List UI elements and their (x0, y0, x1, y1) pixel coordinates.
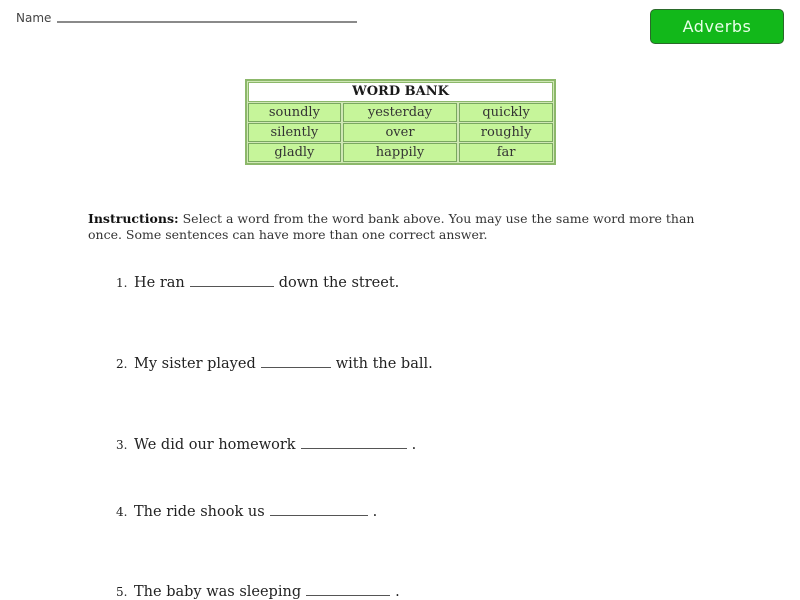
worksheet-title-badge: Adverbs (650, 9, 784, 44)
word-bank-cell: silently (248, 123, 341, 142)
name-label: Name (16, 11, 52, 25)
word-bank-cell: quickly (459, 103, 553, 122)
question-number: 1. (116, 276, 128, 290)
question-text-after: . (395, 584, 400, 600)
question-item (116, 275, 399, 291)
instructions-text: Select a word from the word bank above. You may use the same word more than once. Some sentences can have more than one correct answer. (88, 211, 695, 242)
word-bank-cell: gladly (248, 143, 341, 162)
question-item (116, 504, 377, 520)
instructions-label: Instructions: (88, 211, 179, 226)
question-number: 5. (116, 585, 128, 599)
question-item (116, 584, 400, 600)
word-bank-row (248, 123, 553, 142)
word-bank-title: WORD BANK (248, 82, 553, 102)
question-text-after: . (411, 437, 417, 453)
word-bank-cell: happily (343, 143, 457, 162)
word-bank-cell: far (459, 143, 553, 162)
word-bank-row (248, 103, 553, 122)
question-item (116, 437, 416, 453)
word-bank-cell: soundly (248, 103, 341, 122)
answer-blank[interactable] (261, 366, 331, 368)
question-text-before: My sister played (134, 356, 256, 372)
name-field-row (16, 11, 357, 25)
answer-blank[interactable] (306, 594, 390, 596)
question-number: 4. (116, 505, 128, 519)
question-text-before: He ran (134, 275, 185, 291)
word-bank-cell: roughly (459, 123, 553, 142)
question-text-after: . (372, 504, 378, 520)
name-input-line[interactable] (57, 21, 357, 23)
question-number: 2. (116, 357, 128, 371)
answer-blank[interactable] (270, 514, 368, 516)
question-number: 3. (116, 438, 128, 452)
word-bank-cell: over (343, 123, 457, 142)
answer-blank[interactable] (301, 447, 407, 449)
answer-blank[interactable] (190, 285, 274, 287)
word-bank-cell: yesterday (343, 103, 457, 122)
question-text-before: The baby was sleeping (134, 584, 302, 600)
instructions (88, 211, 728, 243)
question-text-before: We did our homework (134, 437, 296, 453)
question-text-after: with the ball. (335, 356, 433, 372)
question-item (116, 356, 433, 372)
question-text-before: The ride shook us (134, 504, 265, 520)
word-bank-row (248, 143, 553, 162)
question-text-after: down the street. (278, 275, 400, 291)
word-bank-table (245, 79, 556, 165)
